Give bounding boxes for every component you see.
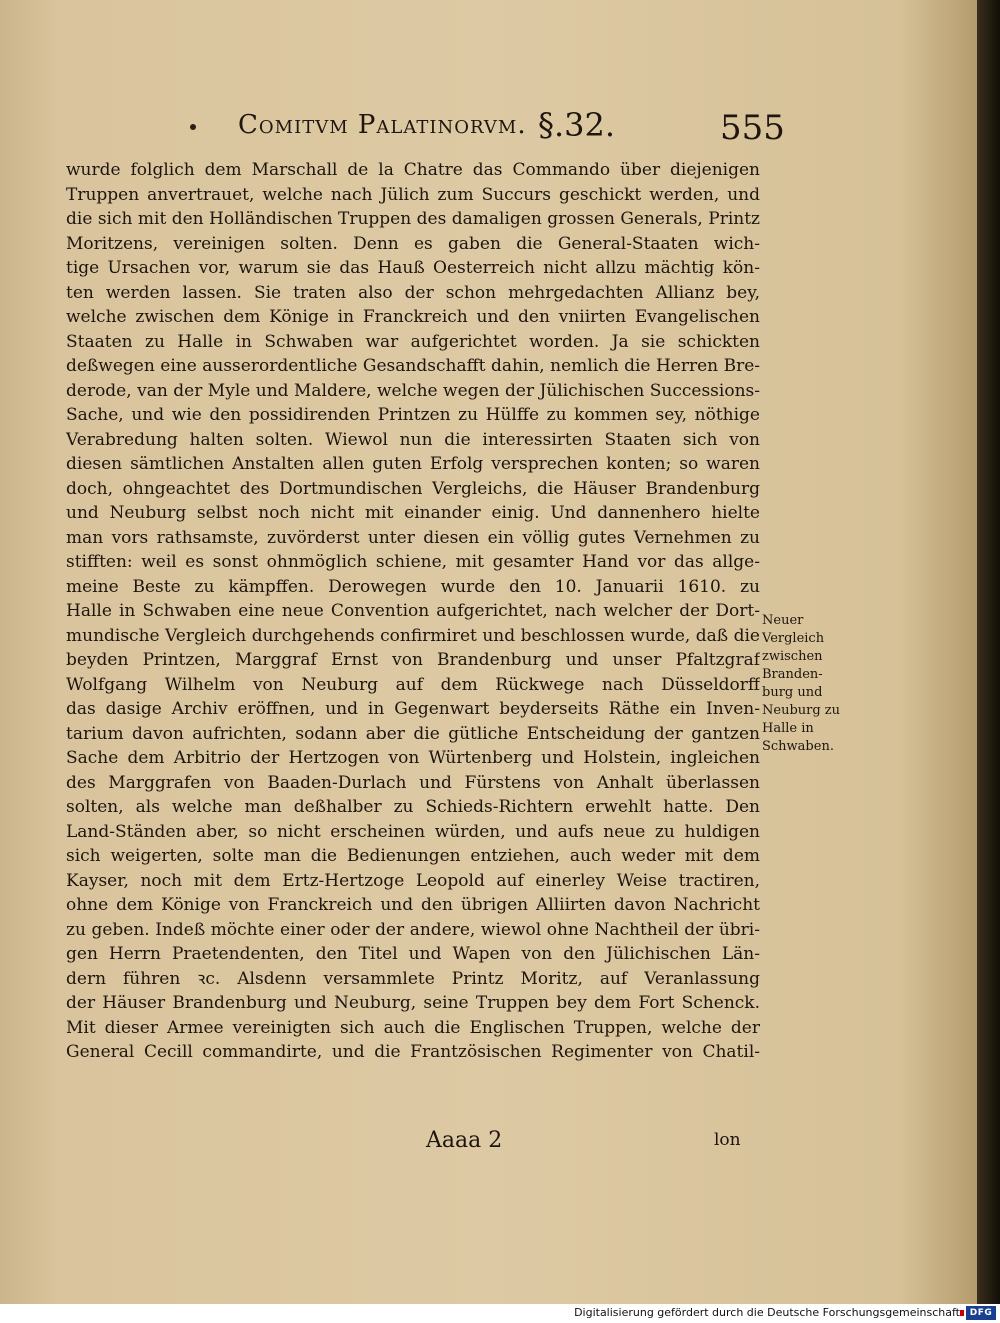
text-line: welche zwischen dem Könige in Franckreich und den vniirten Evangelischen	[66, 307, 760, 327]
text-line: stifften: weil es sonst ohnmöglich schiene, mit gesamter Hand vor das allge-	[66, 552, 760, 572]
text-line: solten, als welche man deßhalber zu Schieds-Richtern erwehlt hatte. Den	[66, 797, 760, 817]
marginal-note-line: Halle in	[762, 721, 814, 736]
text-line: der Häuser Brandenburg und Neuburg, seine Truppen bey dem Fort Schenck.	[66, 993, 760, 1013]
text-line: meine Beste zu kämpffen. Derowegen wurde den 10. Januarii 1610. zu	[66, 576, 760, 597]
footer-credit: Digitalisierung gefördert durch die Deutsche Forschungsgemeinschaft	[574, 1306, 960, 1319]
text-line: Truppen anvertrauet, welche nach Jülich zum Succurs geschickt werden, und	[66, 184, 760, 205]
catchword: lon	[714, 1130, 741, 1150]
text-line: Mit dieser Armee vereinigten sich auch die Englischen Truppen, welche der	[66, 1017, 760, 1038]
footer-separator	[960, 1310, 964, 1316]
footer-bar	[0, 1304, 1000, 1323]
text-line: Staaten zu Halle in Schwaben war aufgerichtet worden. Ja sie schickten	[66, 331, 760, 352]
text-line: diesen sämtlichen Anstalten allen guten Erfolg versprechen konten; so waren	[66, 454, 760, 474]
text-line: Moritzens, vereinigen solten. Denn es gaben die General-Staaten wich-	[66, 233, 760, 254]
page-number: 555	[720, 108, 785, 148]
text-line: Halle in Schwaben eine neue Convention aufgerichtet, nach welcher der Dort-	[66, 601, 760, 621]
text-line: Kayser, noch mit dem Ertz-Hertzoge Leopold auf einerley Weise tractiren,	[66, 870, 760, 891]
text-line: derode, van der Myle und Maldere, welche wegen der Jülichischen Successions-	[66, 380, 760, 401]
text-line: man vors rathsamste, zuvörderst unter diesen ein völlig gutes Vernehmen zu	[66, 527, 760, 548]
text-line: des Marggrafen von Baaden-Durlach und Fürstens von Anhalt überlassen	[66, 772, 760, 793]
text-line: gen Herrn Praetendenten, den Titel und Wapen von den Jülichischen Län-	[66, 944, 760, 964]
text-line: tarium davon aufrichten, sodann aber die gütliche Entscheidung der gantzen	[66, 723, 760, 744]
marginal-note-line: Schwaben.	[762, 739, 834, 754]
marginal-note-line: Branden-	[762, 667, 823, 682]
marginal-note	[762, 612, 842, 756]
text-line: zu geben. Indeß möchte einer oder der andere, wiewol ohne Nachtheil der übri-	[66, 919, 760, 940]
text-line: und Neuburg selbst noch nicht mit einander einig. Und dannenhero hielte	[66, 503, 760, 523]
running-head-title: Comitvm Palatinorvm.	[238, 110, 527, 140]
text-line: General Cecill commandirte, und die Frantzösischen Regimenter von Chatil-	[66, 1042, 760, 1062]
text-line: wurde folglich dem Marschall de la Chatre das Commando über diejenigen	[66, 160, 760, 180]
dfg-logo: DFG	[966, 1306, 996, 1320]
text-line: ten werden lassen. Sie traten also der schon mehrgedachten Allianz bey,	[66, 282, 760, 303]
marginal-note-line: Neuer	[762, 613, 804, 628]
section-number: §.32.	[538, 106, 616, 144]
marginal-note-line: Neuburg zu	[762, 703, 841, 718]
text-line: mundische Vergleich durchgehends confirmiret und beschlossen wurde, daß die	[66, 625, 760, 646]
text-line: sich weigerten, solte man die Bedienungen entziehen, auch weder mit dem	[66, 846, 760, 866]
body-text	[66, 158, 760, 1065]
text-line: Verabredung halten solten. Wiewol nun die interessirten Staaten sich von	[66, 429, 760, 450]
marginal-note-line: burg und	[762, 685, 823, 700]
ornament-dot	[190, 124, 196, 130]
text-line: das dasige Archiv eröffnen, und in Gegenwart beyderseits Räthe ein Inven-	[66, 699, 760, 719]
text-line: Wolfgang Wilhelm von Neuburg auf dem Rückwege nach Düsseldorff	[66, 674, 760, 695]
text-line: Sache dem Arbitrio der Hertzogen von Würtenberg und Holstein, ingleichen	[66, 748, 760, 768]
marginal-note-line: zwischen	[762, 649, 823, 664]
text-line: beyden Printzen, Marggraf Ernst von Brandenburg und unser Pfaltzgraf	[66, 650, 760, 670]
marginal-note-line: Vergleich	[762, 631, 825, 646]
text-line: ohne dem Könige von Franckreich und den übrigen Alliirten davon Nachricht	[66, 895, 760, 915]
text-line: Sache, und wie den possidirenden Printzen zu Hülffe zu kommen sey, nöthige	[66, 405, 760, 425]
page-edge-shadow	[977, 0, 1000, 1304]
signature-mark: Aaaa 2	[426, 1128, 503, 1153]
text-line: dern führen ꝛc. Alsdenn versammlete Printz Moritz, auf Veranlassung	[66, 968, 760, 989]
text-line: doch, ohngeachtet des Dortmundischen Vergleichs, die Häuser Brandenburg	[66, 478, 760, 499]
text-line: tige Ursachen vor, warum sie das Hauß Oesterreich nicht allzu mächtig kön-	[66, 258, 760, 278]
text-line: Land-Ständen aber, so nicht erscheinen würden, und aufs neue zu huldigen	[66, 821, 760, 842]
text-line: die sich mit den Holländischen Truppen des damaligen grossen Generals, Printz	[66, 209, 760, 229]
text-line: deßwegen eine ausserordentliche Gesandschafft dahin, nemlich die Herren Bre-	[66, 356, 760, 376]
